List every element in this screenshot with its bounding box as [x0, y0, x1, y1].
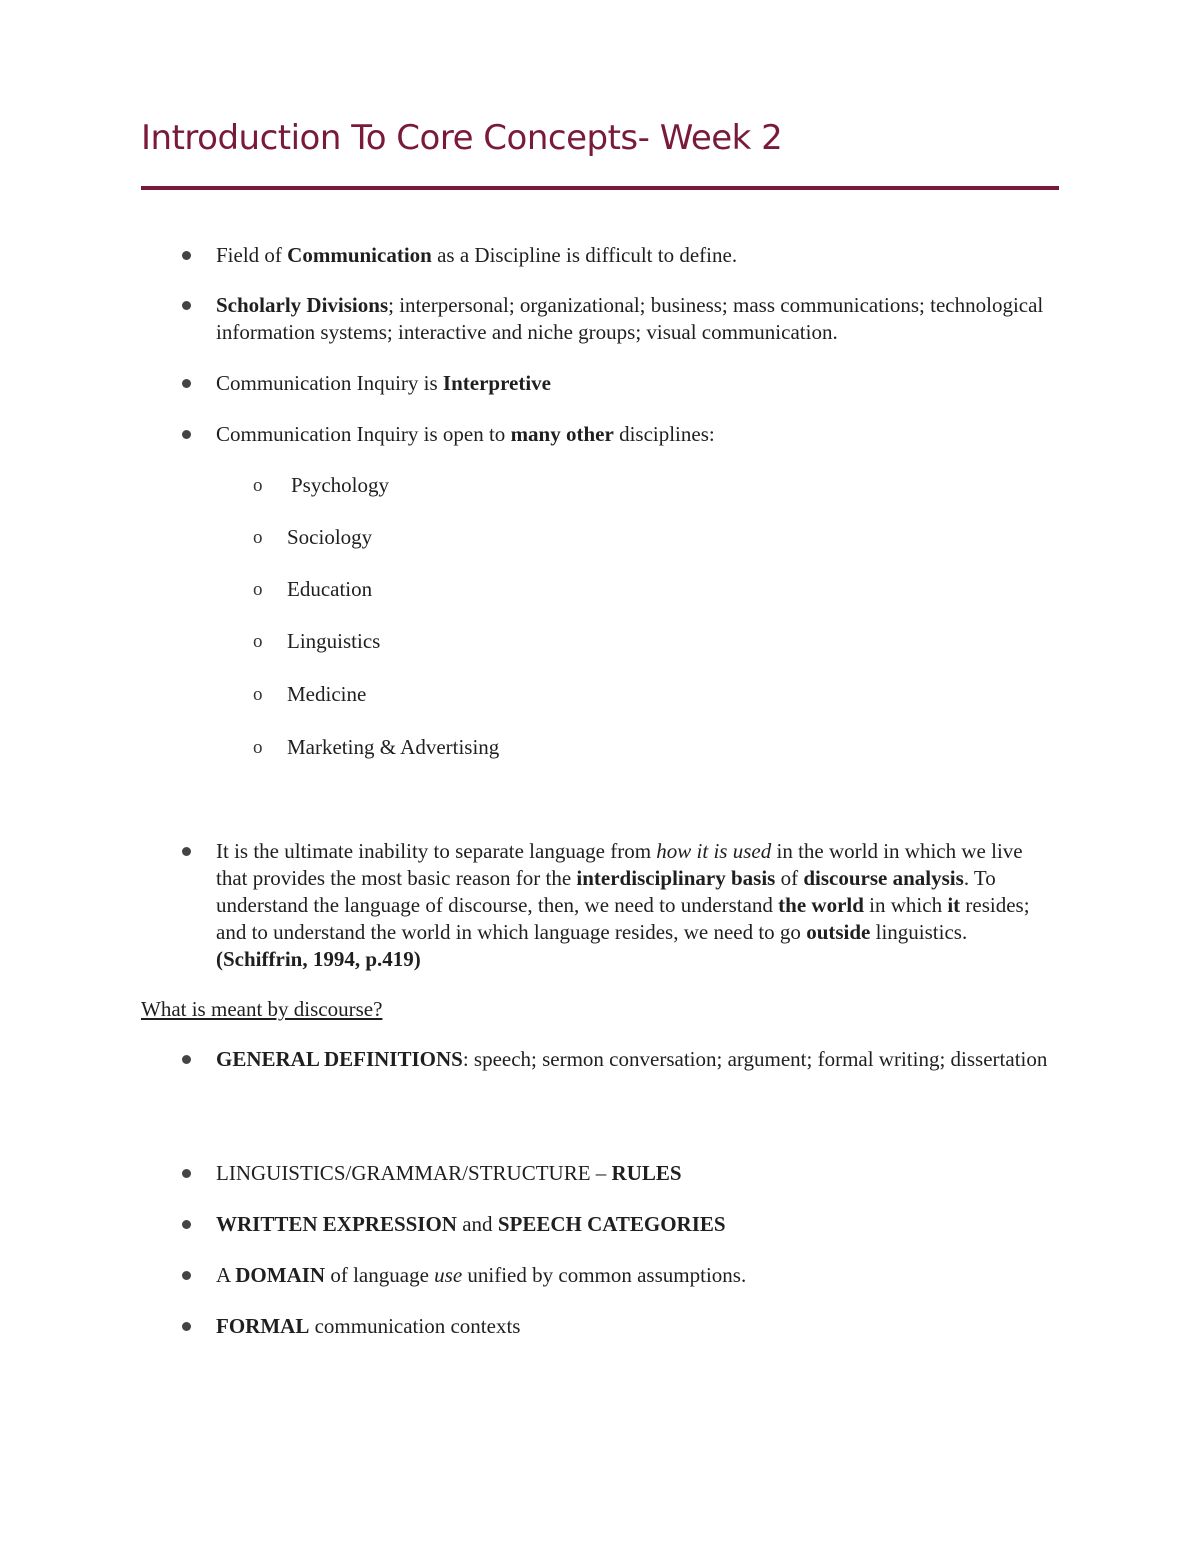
sub-list-item: Education: [287, 577, 373, 601]
bold-text: GENERAL DEFINITIONS: [216, 1047, 463, 1071]
sub-bullet-marker: o: [253, 684, 263, 705]
bold-text: the world: [778, 893, 864, 917]
bold-text: interdisciplinary basis: [576, 866, 776, 890]
text: linguistics.: [870, 920, 968, 944]
bullet-dot: [182, 430, 191, 439]
bold-text: Communication: [287, 243, 432, 267]
quote-paragraph: [216, 838, 1056, 973]
bullet-dot: [182, 1055, 191, 1064]
sub-list-item: Sociology: [287, 525, 373, 549]
bullet-dot: [182, 1322, 191, 1331]
text: LINGUISTICS/GRAMMAR/STRUCTURE –: [216, 1161, 612, 1185]
text: as a Discipline is difficult to define.: [431, 243, 738, 267]
text: disciplines:: [613, 422, 715, 446]
text: of language: [325, 1263, 435, 1287]
bold-text: SPEECH CATEGORIES: [497, 1212, 726, 1236]
text: and: [456, 1212, 498, 1236]
text: resides; and to understand the world in which language resides, we need to go: [216, 893, 1030, 944]
bullet-dot: [182, 1169, 191, 1178]
bold-text: it: [947, 893, 961, 917]
bold-text: FORMAL: [216, 1314, 310, 1338]
bold-text: RULES: [611, 1161, 682, 1185]
text: : speech; sermon conversation; argument; formal writing; dissertation: [462, 1047, 1048, 1071]
list-item: [216, 242, 1066, 269]
page-title: Introduction To Core Concepts- Week 2: [141, 118, 783, 158]
text: communication contexts: [309, 1314, 521, 1338]
text: in which: [863, 893, 948, 917]
bullet-dot: [182, 847, 191, 856]
bullet-dot: [182, 301, 191, 310]
bold-text: DOMAIN: [235, 1263, 326, 1287]
bullet-dot: [182, 251, 191, 260]
list-item: [216, 370, 1066, 397]
text: . To understand the language of discourse, then, we need to understand: [216, 866, 996, 917]
list-item: [216, 1160, 1066, 1187]
sub-list-item: Psychology: [291, 473, 390, 497]
bold-text: WRITTEN EXPRESSION: [216, 1212, 457, 1236]
bullet-dot: [182, 379, 191, 388]
text: It is the ultimate inability to separate language from: [216, 839, 657, 863]
title-rule: [141, 186, 1059, 190]
bold-text: Interpretive: [442, 371, 551, 395]
text: Field of: [216, 243, 288, 267]
bullet-dot: [182, 1271, 191, 1280]
list-item: [216, 421, 1066, 448]
sub-list-item: Linguistics: [287, 629, 381, 653]
bold-text: discourse analysis: [803, 866, 964, 890]
sub-bullet-marker: o: [253, 527, 263, 548]
bullet-dot: [182, 1220, 191, 1229]
text: Communication Inquiry is open to: [216, 422, 511, 446]
sub-bullet-marker: o: [253, 475, 263, 496]
text: in the world in which we live that provides the most basic reason for the: [216, 839, 1023, 890]
list-item: [216, 1262, 1066, 1289]
sub-bullet-marker: o: [253, 579, 263, 600]
text: Communication Inquiry is: [216, 371, 443, 395]
section-subheading: What is meant by discourse?: [141, 997, 383, 1021]
text: ; interpersonal; organizational; business; mass communications; technological information systems; interactive and niche groups; visual communication.: [216, 293, 1044, 344]
sub-bullet-marker: o: [253, 631, 263, 652]
sub-bullet-marker: o: [253, 737, 263, 758]
bold-text: outside: [806, 920, 871, 944]
sub-list-item: Medicine: [287, 682, 367, 706]
sub-list-item: Marketing & Advertising: [287, 735, 500, 759]
italic-text: how it is used: [656, 839, 772, 863]
text: unified by common assumptions.: [462, 1263, 747, 1287]
list-item: [216, 292, 1066, 346]
list-item: [216, 1046, 1066, 1073]
italic-text: use: [434, 1263, 463, 1287]
text: of: [775, 866, 804, 890]
citation: (Schiffrin, 1994, p.419): [216, 947, 421, 971]
bold-text: many other: [510, 422, 614, 446]
list-item: [216, 1211, 1066, 1238]
list-item: [216, 1313, 1066, 1340]
text: A: [216, 1263, 236, 1287]
bold-text: Scholarly Divisions: [216, 293, 389, 317]
